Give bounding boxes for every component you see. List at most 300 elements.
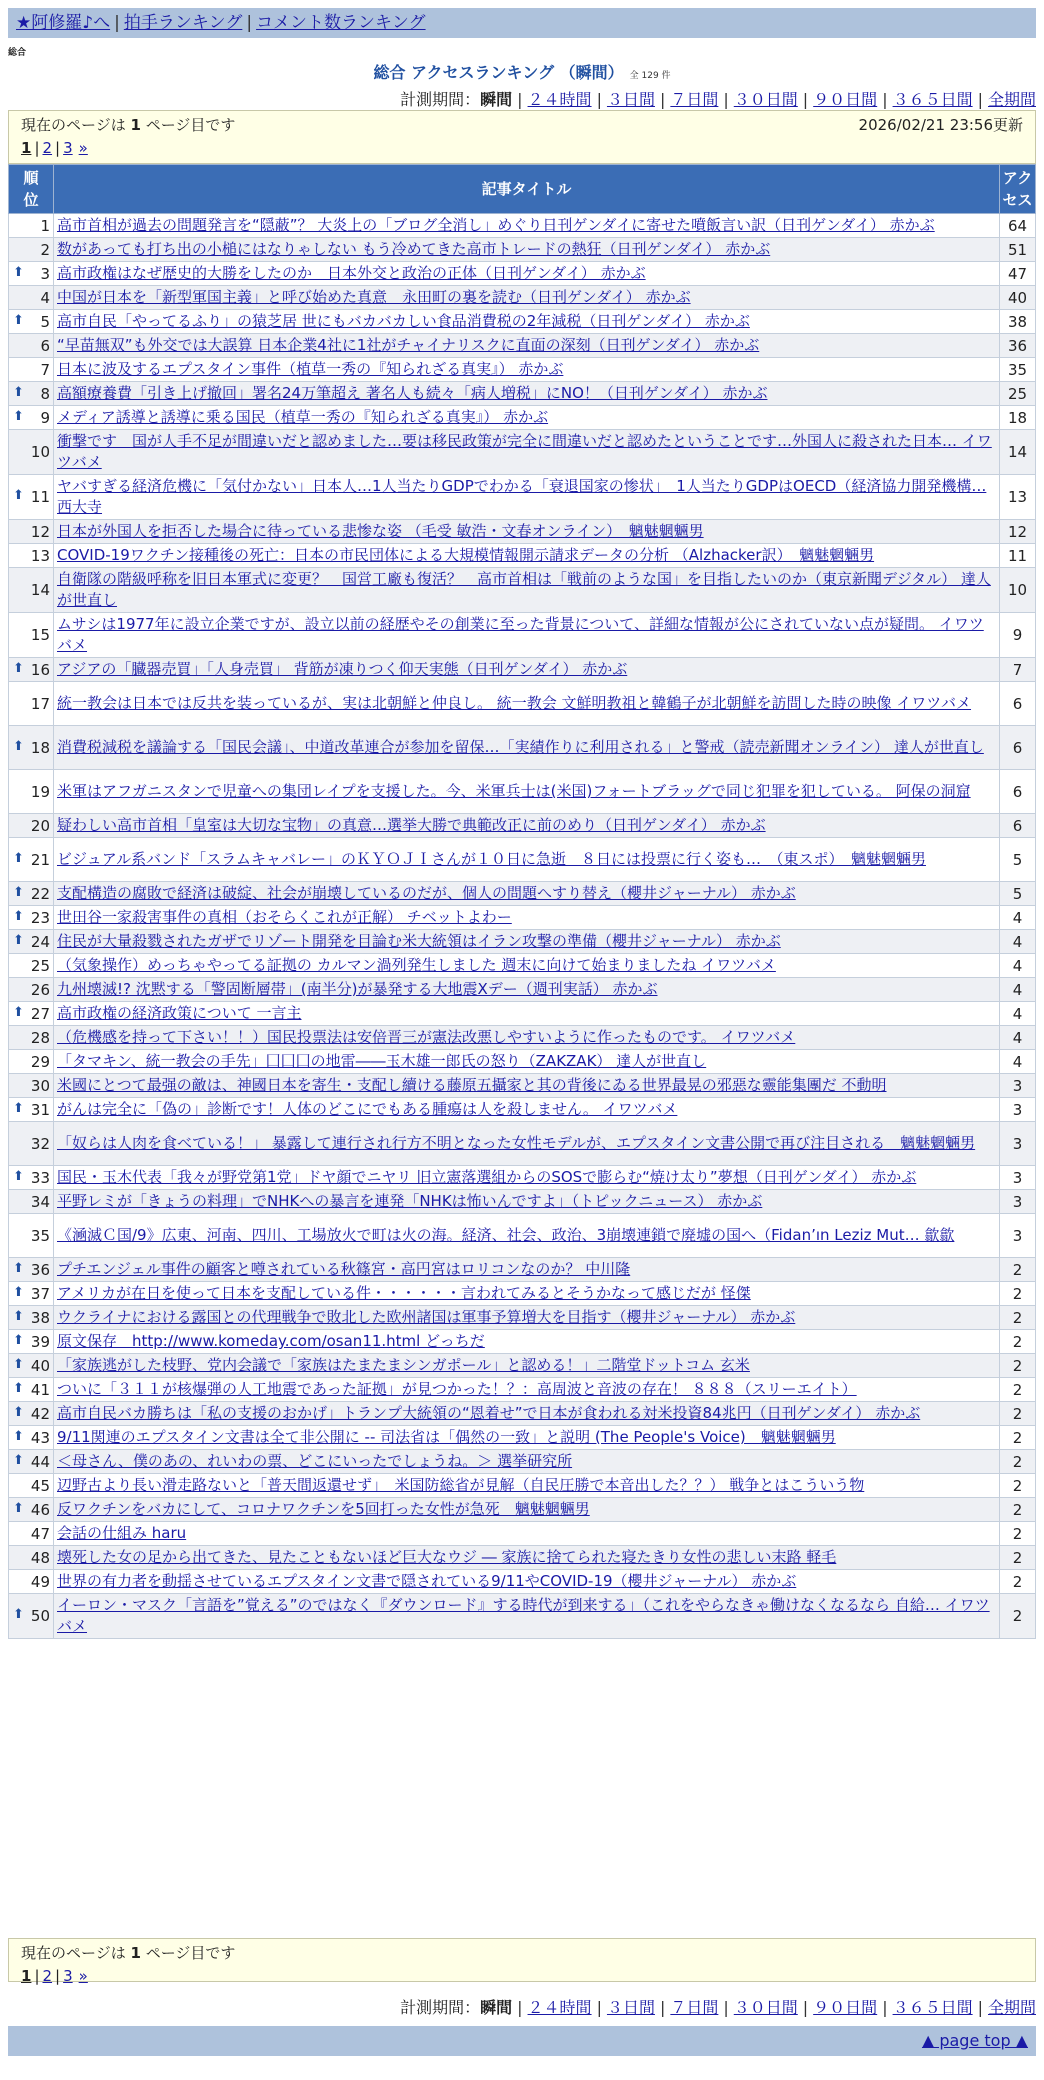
title-cell (54, 770, 1000, 814)
title-cell (54, 1002, 1000, 1026)
article-link[interactable]: 疑わしい高市首相「皇室は大切な宝物」の真意…選挙大勝で典範改正に前のめり（日刊ゲンダイ） 赤かぶ (57, 816, 766, 834)
rank-number: 24 (30, 932, 50, 951)
pagination-link[interactable]: 3 (63, 139, 73, 157)
title-cell (54, 1522, 1000, 1546)
article-link[interactable]: 高市政権はなぜ歴史的大勝をしたのか 日本外交と政治の正体（日刊ゲンダイ） 赤かぶ (57, 264, 646, 282)
pagination-link[interactable]: 2 (42, 1967, 53, 1985)
rank-number: 50 (30, 1607, 50, 1625)
article-link[interactable]: 高市政権の経済政策について 一言主 (57, 1004, 302, 1022)
table-row (9, 520, 1036, 544)
rank-cell (9, 214, 54, 238)
access-count: 3 (1000, 1098, 1036, 1122)
rank-number: 34 (30, 1192, 50, 1211)
period-option-link[interactable]: ３０日間 (733, 1998, 798, 2017)
current-page-number: 1 (130, 116, 141, 134)
rank-cell (9, 882, 54, 906)
page-title (0, 60, 1044, 83)
rank-number: 44 (30, 1452, 50, 1471)
rank-cell (9, 1214, 54, 1258)
rank-up-arrow-icon: ⬆ (13, 850, 24, 866)
access-count: 64 (1000, 214, 1036, 238)
rank-cell (9, 658, 54, 682)
rank-up-arrow-icon: ⬆ (13, 738, 24, 754)
table-row (9, 1570, 1036, 1594)
title-cell (54, 262, 1000, 286)
access-count: 6 (1000, 814, 1036, 838)
pagination-separator: | (55, 139, 61, 157)
pagination-next[interactable]: » (78, 139, 88, 157)
rank-number: 10 (30, 443, 50, 461)
rank-cell (9, 1474, 54, 1498)
period-separator: | (659, 90, 666, 109)
title-cell (54, 1122, 1000, 1166)
access-header-text: アクセス (1002, 169, 1033, 209)
nav-separator: | (246, 13, 253, 33)
table-row (9, 1330, 1036, 1354)
rank-number: 15 (30, 626, 50, 644)
title-column-header: 記事タイトル (54, 165, 1000, 214)
pagination-current: 1 (21, 139, 32, 157)
page-prefix: 現在のページは (21, 116, 131, 134)
article-link[interactable]: （気象操作）めっちゃやってる証拠の カルマン渦列発生しました 週末に向けて始まりましたね イワツバメ (57, 956, 776, 974)
rank-cell (9, 954, 54, 978)
rank-up-arrow-icon: ⬆ (13, 660, 24, 676)
title-cell (54, 954, 1000, 978)
rank-column-header (9, 165, 54, 214)
article-link[interactable]: 《㴠滅Ｃ国/9》広東、河南、四川、工場放火で町は火の海。経済、社会、政治、3崩壊連鎖で廃墟の国へ（Fidan’ın Leziz Mut… 歙歙 (57, 1226, 955, 1244)
rank-number: 17 (30, 694, 50, 713)
rank-number: 1 (40, 216, 50, 235)
pagination-separator: | (34, 139, 40, 157)
page-status-row (21, 1942, 1023, 1964)
article-link[interactable]: 米國にとつて最强の敵は、神國日本を寄生・支配し續ける藤原五攝家と其の背後にゐる世界最晃の邪惡な靈能集團だ 不動明 (57, 1076, 887, 1094)
period-separator: | (882, 1998, 888, 2017)
article-link[interactable]: ムサシは1977年に設立企業ですが、設立以前の経歴やその創業に至った背景について、詳細な情報が公にされていない点が疑問。 イワツバメ (57, 615, 984, 654)
rank-number: 25 (30, 956, 50, 975)
page-suffix: ページ目です (140, 1944, 236, 1962)
table-row (9, 1522, 1036, 1546)
pagination (21, 136, 1023, 160)
period-selector-bottom (400, 1995, 1036, 2018)
table-row (9, 1306, 1036, 1330)
ranking-table (8, 164, 1036, 1639)
page-info-bottom (8, 1938, 1036, 1985)
rank-cell (9, 1570, 54, 1594)
rank-cell (9, 1402, 54, 1426)
article-link[interactable]: （危機感を持って下さい！！）国民投票法は安倍晋三が憲法改悪しやすいように作ったものです。 イワツバメ (57, 1028, 796, 1046)
rank-number: 31 (30, 1100, 50, 1119)
article-link[interactable]: 米軍はアフガニスタンで児童への集団レイプを支援した。今、米軍兵士は(米国)フォートブラッグで同じ犯罪を犯している。 阿保の洞窟 (57, 782, 971, 800)
access-count: 3 (1000, 1190, 1036, 1214)
period-option-link[interactable]: 全期間 (987, 90, 1036, 109)
access-count: 3 (1000, 1214, 1036, 1258)
pagination (21, 1964, 1023, 1988)
access-count: 13 (1000, 475, 1036, 520)
period-option-link[interactable]: ２４時間 (527, 90, 592, 109)
period-option-link[interactable]: ３０日間 (733, 90, 798, 109)
period-option-link[interactable]: ７日間 (670, 1998, 719, 2017)
table-row (9, 214, 1036, 238)
access-count: 18 (1000, 406, 1036, 430)
rank-up-arrow-icon: ⬆ (13, 1004, 24, 1020)
title-cell (54, 1050, 1000, 1074)
rank-up-arrow-icon: ⬆ (13, 384, 24, 400)
rank-up-arrow-icon: ⬆ (13, 312, 24, 328)
period-separator: | (802, 90, 809, 109)
title-cell (54, 286, 1000, 310)
rank-cell (9, 358, 54, 382)
rank-number: 8 (40, 384, 50, 403)
rank-up-arrow-icon: ⬆ (13, 884, 24, 900)
rank-number: 5 (40, 312, 50, 331)
article-link[interactable]: ついに「３１１が核爆弾の人工地震であった証拠」が見つかった！？：高周波と音波の存在！ ８８８（スリーエイト） (57, 1380, 857, 1398)
footer-bar (8, 2026, 1036, 2056)
rank-number: 30 (30, 1076, 50, 1095)
rank-number: 29 (30, 1052, 50, 1071)
article-link[interactable]: COVID-19ワクチン接種後の死亡：日本の市民団体による大規模情報開示請求データの分析 （Alzhacker訳） 魑魅魍魎男 (57, 546, 875, 564)
article-link[interactable]: 辺野古より長い滑走路ないと「普天間返還せず」 米国防総省が見解（自民圧勝で本音出した？？） 戦争とはこういう物 (57, 1476, 865, 1494)
table-row (9, 1258, 1036, 1282)
title-cell (54, 1098, 1000, 1122)
rank-cell (9, 978, 54, 1002)
article-link[interactable]: がんは完全に「偽の」診断です！人体のどこにでもある腫瘍は人を殺しません。 イワツバメ (57, 1100, 678, 1118)
title-cell (54, 906, 1000, 930)
article-link[interactable]: 住民が大量殺戮されたガザでリゾート開発を目論む米大統領はイラン攻撃の準備（櫻井ジャーナル） 赤かぶ (57, 932, 781, 950)
title-cell (54, 406, 1000, 430)
period-option-link[interactable]: 全期間 (987, 1998, 1036, 2017)
page-info-top (8, 110, 1036, 164)
access-count: 2 (1000, 1378, 1036, 1402)
pagination-current: 1 (21, 1967, 32, 1985)
rank-cell (9, 1594, 54, 1639)
rank-cell (9, 1378, 54, 1402)
rank-number: 18 (30, 738, 50, 757)
rank-cell (9, 1282, 54, 1306)
period-option-link[interactable]: ９０日間 (813, 1998, 878, 2017)
article-link[interactable]: 統一教会は日本では反共を装っているが、実は北朝鮮と仲良し。 統一教会 文鮮明教祖と韓鶴子が北朝鮮を訪問した時の映像 イワツバメ (57, 694, 972, 712)
article-link[interactable]: 反ワクチンをバカにして、コロナワクチンを5回打った女性が急死 魑魅魍魎男 (57, 1500, 590, 1518)
access-count: 2 (1000, 1258, 1036, 1282)
article-link[interactable]: 九州壊滅!? 沈黙する「警固断層帯」(南半分)が暴発する大地震Xデー（週刊実話） 赤かぶ (57, 980, 658, 998)
article-link[interactable]: 高市自民「やってるふり」の猿芝居 世にもバカバカしい食品消費税の2年減税（日刊ゲンダイ） 赤かぶ (57, 312, 750, 330)
rank-number: 40 (30, 1356, 50, 1375)
table-row (9, 568, 1036, 613)
rank-number: 49 (30, 1572, 50, 1591)
title-cell (54, 1546, 1000, 1570)
rank-number: 9 (40, 408, 50, 427)
article-link[interactable]: アジアの「臓器売買」「人身売買」 背筋が凍りつく仰天実態（日刊ゲンダイ） 赤かぶ (57, 660, 628, 678)
title-cell (54, 838, 1000, 882)
table-row (9, 978, 1036, 1002)
updated-timestamp: 2026/02/21 23:56更新 (858, 116, 1023, 134)
title-cell (54, 1330, 1000, 1354)
table-row (9, 1002, 1036, 1026)
title-cell (54, 1074, 1000, 1098)
title-cell (54, 978, 1000, 1002)
rank-cell (9, 613, 54, 658)
period-option-link[interactable]: ７日間 (670, 90, 719, 109)
access-count: 4 (1000, 930, 1036, 954)
page-prefix: 現在のページは (21, 1944, 131, 1962)
access-count: 2 (1000, 1330, 1036, 1354)
rank-cell (9, 1002, 54, 1026)
article-link[interactable]: 国民・玉木代表「我々が野党第1党」ドヤ顔でニヤリ 旧立憲落選組からのSOSで膨らむ“焼け太り”夢想（日刊ゲンダイ） 赤かぶ (57, 1168, 917, 1186)
article-link[interactable]: メディア誘導と誘導に乗る国民（植草一秀の『知られざる真実』） 赤かぶ (57, 408, 549, 426)
access-count: 4 (1000, 1050, 1036, 1074)
title-cell (54, 1450, 1000, 1474)
table-row (9, 838, 1036, 882)
rank-cell (9, 1026, 54, 1050)
rank-number: 4 (40, 288, 50, 307)
title-cell (54, 1190, 1000, 1214)
pagination-separator: | (34, 1967, 40, 1985)
access-count: 3 (1000, 1166, 1036, 1190)
title-cell (54, 1214, 1000, 1258)
title-cell (54, 334, 1000, 358)
rank-cell (9, 382, 54, 406)
rank-number: 47 (30, 1524, 50, 1543)
table-row (9, 1098, 1036, 1122)
rank-up-arrow-icon: ⬆ (13, 1428, 24, 1444)
table-row (9, 906, 1036, 930)
title-cell (54, 1498, 1000, 1522)
period-option-link[interactable]: ２４時間 (527, 1998, 592, 2017)
title-cell (54, 568, 1000, 613)
rank-number: 35 (30, 1226, 50, 1245)
title-cell (54, 1474, 1000, 1498)
table-row (9, 475, 1036, 520)
rank-number: 22 (30, 884, 50, 903)
table-row (9, 1594, 1036, 1639)
table-row (9, 1402, 1036, 1426)
rank-number: 43 (30, 1428, 50, 1447)
article-link[interactable]: 高額療養費「引き上げ撤回」署名24万筆超え 著名人も続々「病人増税」にNO！（日刊ゲンダイ） 赤かぶ (57, 384, 768, 402)
title-cell (54, 1378, 1000, 1402)
rank-cell (9, 726, 54, 770)
article-link[interactable]: 自衛隊の階級呼称を旧日本軍式に変更？ 国営工廠も復活？ 高市首相は「戦前のような国」を目指したいのか（東京新聞デジタル） 達人が世直し (57, 570, 991, 609)
access-count: 12 (1000, 520, 1036, 544)
article-link[interactable]: ＜母さん、僕のあの、れいわの票、どこにいったでしょうね。＞ 選挙研究所 (57, 1452, 573, 1470)
article-link[interactable]: 日本が外国人を拒否した場合に待っている悲惨な姿 （毛受 敏浩・文春オンライン） 魑魅魍魎男 (57, 522, 704, 540)
home-link[interactable]: ★阿修羅♪へ (16, 13, 111, 33)
rank-number: 46 (30, 1500, 50, 1519)
period-option-link[interactable]: ９０日間 (813, 90, 878, 109)
current-page-text (21, 1942, 235, 1964)
rank-cell (9, 520, 54, 544)
article-link[interactable]: 衝撃です 国が人手不足が間違いだと認めました…要は移民政策が完全に間違いだと認めたということです…外国人に殺された日本… イワツバメ (57, 432, 992, 471)
rank-cell (9, 1498, 54, 1522)
rank-cell (9, 1450, 54, 1474)
table-row (9, 1190, 1036, 1214)
period-separator: | (802, 1998, 809, 2017)
access-count: 6 (1000, 682, 1036, 726)
rank-up-arrow-icon: ⬆ (13, 264, 24, 280)
rank-number: 27 (30, 1004, 50, 1023)
table-row (9, 1546, 1036, 1570)
title-cell (54, 1166, 1000, 1190)
table-row (9, 954, 1036, 978)
rank-cell (9, 838, 54, 882)
article-link[interactable]: ヤバすぎる経済危機に「気付かない」日本人…1人当たりGDPでわかる「衰退国家の惨状」 1人当たりGDPはOECD（経済協力開発機構… 西大寺 (57, 477, 987, 516)
rank-cell (9, 262, 54, 286)
article-link[interactable]: “早苗無双”も外交では大誤算 日本企業4社に1社がチャイナリスクに直面の深刻（日刊ゲンダイ） 赤かぶ (57, 336, 760, 354)
access-count: 14 (1000, 430, 1036, 475)
category-label: 総合 (8, 48, 27, 58)
pagination-link[interactable]: 2 (42, 139, 53, 157)
article-link[interactable]: 「家族逃がした枝野、党内会議で「家族はたまたまシンガポール」と認める！」二階堂ドットコム 玄米 (57, 1356, 750, 1374)
title-cell (54, 1026, 1000, 1050)
rank-cell (9, 1122, 54, 1166)
access-count: 47 (1000, 262, 1036, 286)
title-cell (54, 1426, 1000, 1450)
comment-ranking-link[interactable]: コメント数ランキング (256, 13, 426, 33)
access-count: 2 (1000, 1450, 1036, 1474)
access-count: 2 (1000, 1354, 1036, 1378)
page-status-row (21, 114, 1023, 136)
pagination-next[interactable]: » (78, 1967, 88, 1985)
title-cell (54, 1570, 1000, 1594)
access-count: 5 (1000, 838, 1036, 882)
rank-up-arrow-icon: ⬆ (13, 488, 24, 503)
access-count: 6 (1000, 726, 1036, 770)
article-link[interactable]: 世界の有力者を動揺させているエプスタイン文書で隠されている9/11やCOVID-19（櫻井ジャーナル） 赤かぶ (57, 1572, 797, 1590)
title-cell (54, 214, 1000, 238)
current-page-text (21, 114, 235, 136)
rank-cell (9, 1074, 54, 1098)
article-link[interactable]: 数があっても打ち出の小槌にはなりゃしない もう冷めてきた高市トレードの熱狂（日刊ゲンダイ） 赤かぶ (57, 240, 771, 258)
article-link[interactable]: 「奴らは人肉を食べている！」 暴露して連行され行方不明となった女性モデルが、エプスタイン文書公開で再び注目される 魑魅魍魎男 (57, 1134, 976, 1152)
article-link[interactable]: ウクライナにおける露国との代理戦争で敗北した欧州諸国は軍事予算増大を目指す（櫻井ジャーナル） 赤かぶ (57, 1308, 796, 1326)
title-cell (54, 930, 1000, 954)
title-cell (54, 520, 1000, 544)
access-column-header (1000, 165, 1036, 214)
access-count: 2 (1000, 1426, 1036, 1450)
table-row (9, 1354, 1036, 1378)
table-row (9, 1166, 1036, 1190)
rank-up-arrow-icon: ⬆ (13, 1168, 24, 1184)
rank-cell (9, 1050, 54, 1074)
article-link[interactable]: プチエンジェル事件の顧客と噂されている秋篠宮・高円宮はロリコンなのか？ 中川隆 (57, 1260, 631, 1278)
access-count: 2 (1000, 1570, 1036, 1594)
table-row (9, 238, 1036, 262)
article-link[interactable]: イーロン・マスク「言語を”覚える”のではなく『ダウンロード』する時代が到来する」（これをやらなきゃ働けなくなるなら 自給… イワツバメ (57, 1596, 990, 1635)
article-link[interactable]: 世田谷一家殺害事件の真相（おそらくこれが正解） チベットよわー (57, 908, 512, 926)
article-link[interactable]: 会話の仕組み haru (57, 1524, 187, 1542)
article-link[interactable]: 壊死した女の足から出てきた、見たこともないほど巨大なウジ ― 家族に捨てられた寝たきり女性の悲しい末路 軽毛 (57, 1548, 837, 1566)
title-cell (54, 726, 1000, 770)
article-link[interactable]: 高市自民バカ勝ちは「私の支援のおかげ」トランプ大統領の“恩着せ”で日本が食われる対米投資84兆円（日刊ゲンダイ） 赤かぶ (57, 1404, 921, 1422)
period-separator: | (882, 90, 888, 109)
table-row (9, 430, 1036, 475)
rank-up-arrow-icon: ⬆ (13, 1607, 24, 1622)
ranking-title: 総合 アクセスランキング （瞬間） (373, 63, 624, 82)
access-count: 4 (1000, 1026, 1036, 1050)
article-link[interactable]: 原文保存 http://www.komeday.com/osan11.html どっちだ (57, 1332, 485, 1350)
rank-number: 39 (30, 1332, 50, 1351)
period-option-link[interactable]: ３日間 (606, 1998, 655, 2017)
article-link[interactable]: ビジュアル系バンド「スラムキャバレー」のＫＹＯＪＩさんが１０日に急逝 ８日には投票に行く姿も… （東スポ） 魑魅魍魎男 (57, 850, 926, 868)
table-row (9, 1050, 1036, 1074)
rank-cell (9, 1190, 54, 1214)
rank-up-arrow-icon: ⬆ (13, 1100, 24, 1116)
access-count: 40 (1000, 286, 1036, 310)
rank-number: 14 (30, 581, 50, 599)
access-count: 11 (1000, 544, 1036, 568)
rank-cell (9, 1522, 54, 1546)
period-label: 計測期間： (400, 90, 481, 109)
period-option-link[interactable]: ３日間 (606, 90, 655, 109)
access-count: 10 (1000, 568, 1036, 613)
period-separator: | (517, 1998, 523, 2017)
pagination-link[interactable]: 3 (63, 1967, 73, 1985)
rank-number: 42 (30, 1404, 50, 1423)
article-link[interactable]: 日本に波及するエプスタイン事件（植草一秀の『知られざる真実』） 赤かぶ (57, 360, 564, 378)
article-link[interactable]: アメリカが在日を使って日本を支配している件・・・・・・言われてみるとそうかなって感じだが 怪傑 (57, 1284, 751, 1302)
article-link[interactable]: 9/11関連のエプスタイン文書は全て非公開に -- 司法省は「偶然の一致」と説明 (The People's Voice) 魑魅魍魎男 (57, 1428, 836, 1446)
title-cell (54, 1402, 1000, 1426)
access-count: 7 (1000, 658, 1036, 682)
title-cell (54, 1258, 1000, 1282)
period-separator: | (517, 90, 523, 109)
article-link[interactable]: 平野レミが「きょうの料理」でNHKへの暴言を連発「NHKは怖いんですよ」（トピックニュース） 赤かぶ (57, 1192, 763, 1210)
rank-number: 37 (30, 1284, 50, 1303)
table-row (9, 1122, 1036, 1166)
top-nav-bar (8, 8, 1036, 38)
rank-number: 28 (30, 1028, 50, 1047)
current-page-number: 1 (130, 1944, 141, 1962)
rank-cell (9, 430, 54, 475)
access-count: 2 (1000, 1498, 1036, 1522)
table-row (9, 770, 1036, 814)
rank-number: 36 (30, 1260, 50, 1279)
access-count: 2 (1000, 1282, 1036, 1306)
article-link[interactable]: 支配構造の腐敗で経済は破綻、社会が崩壊しているのだが、個人の問題へすり替え（櫻井ジャーナル） 赤かぶ (57, 884, 796, 902)
article-link[interactable]: 「タマキン、統一教会の手先」囗囗囗の地雷――玉木雄一郎氏の怒り（ZAKZAK） 達人が世直し (57, 1052, 707, 1070)
rank-number: 21 (30, 850, 50, 869)
table-row (9, 882, 1036, 906)
page-top-link[interactable]: ▲ page top ▲ (921, 2031, 1028, 2050)
period-separator: | (596, 1998, 602, 2017)
rank-number: 7 (40, 360, 50, 379)
article-link[interactable]: 中国が日本を「新型軍国主義」と呼び始めた真意 永田町の裏を読む（日刊ゲンダイ） 赤かぶ (57, 288, 691, 306)
period-option-link[interactable]: ３６５日間 (892, 1998, 973, 2017)
table-row (9, 1074, 1036, 1098)
table-row (9, 930, 1036, 954)
rank-up-arrow-icon: ⬆ (13, 1308, 24, 1324)
table-row (9, 286, 1036, 310)
rank-number: 2 (40, 240, 50, 259)
nav-separator: | (114, 13, 120, 33)
article-link[interactable]: 高市首相が過去の問題発言を“隠蔽”？ 大炎上の「ブログ全消し」めぐり日刊ゲンダイに寄せた噴飯言い訳（日刊ゲンダイ） 赤かぶ (57, 216, 935, 234)
access-count: 2 (1000, 1546, 1036, 1570)
article-link[interactable]: 消費税減税を議論する「国民会議」、中道改革連合が参加を留保…「実績作りに利用される」と警戒（読売新聞オンライン） 達人が世直し (57, 738, 984, 756)
period-option-link[interactable]: ３６５日間 (892, 90, 973, 109)
period-current: 瞬間 (480, 90, 513, 109)
rank-up-arrow-icon: ⬆ (13, 1380, 24, 1396)
table-row (9, 382, 1036, 406)
period-separator: | (659, 1998, 666, 2017)
title-cell (54, 544, 1000, 568)
title-cell (54, 613, 1000, 658)
rank-number: 32 (30, 1134, 50, 1153)
rank-number: 19 (30, 782, 50, 801)
rank-number: 20 (30, 816, 50, 835)
table-row (9, 310, 1036, 334)
table-row (9, 358, 1036, 382)
rank-up-arrow-icon: ⬆ (13, 932, 24, 948)
clap-ranking-link[interactable]: 拍手ランキング (123, 13, 243, 33)
table-row (9, 1378, 1036, 1402)
